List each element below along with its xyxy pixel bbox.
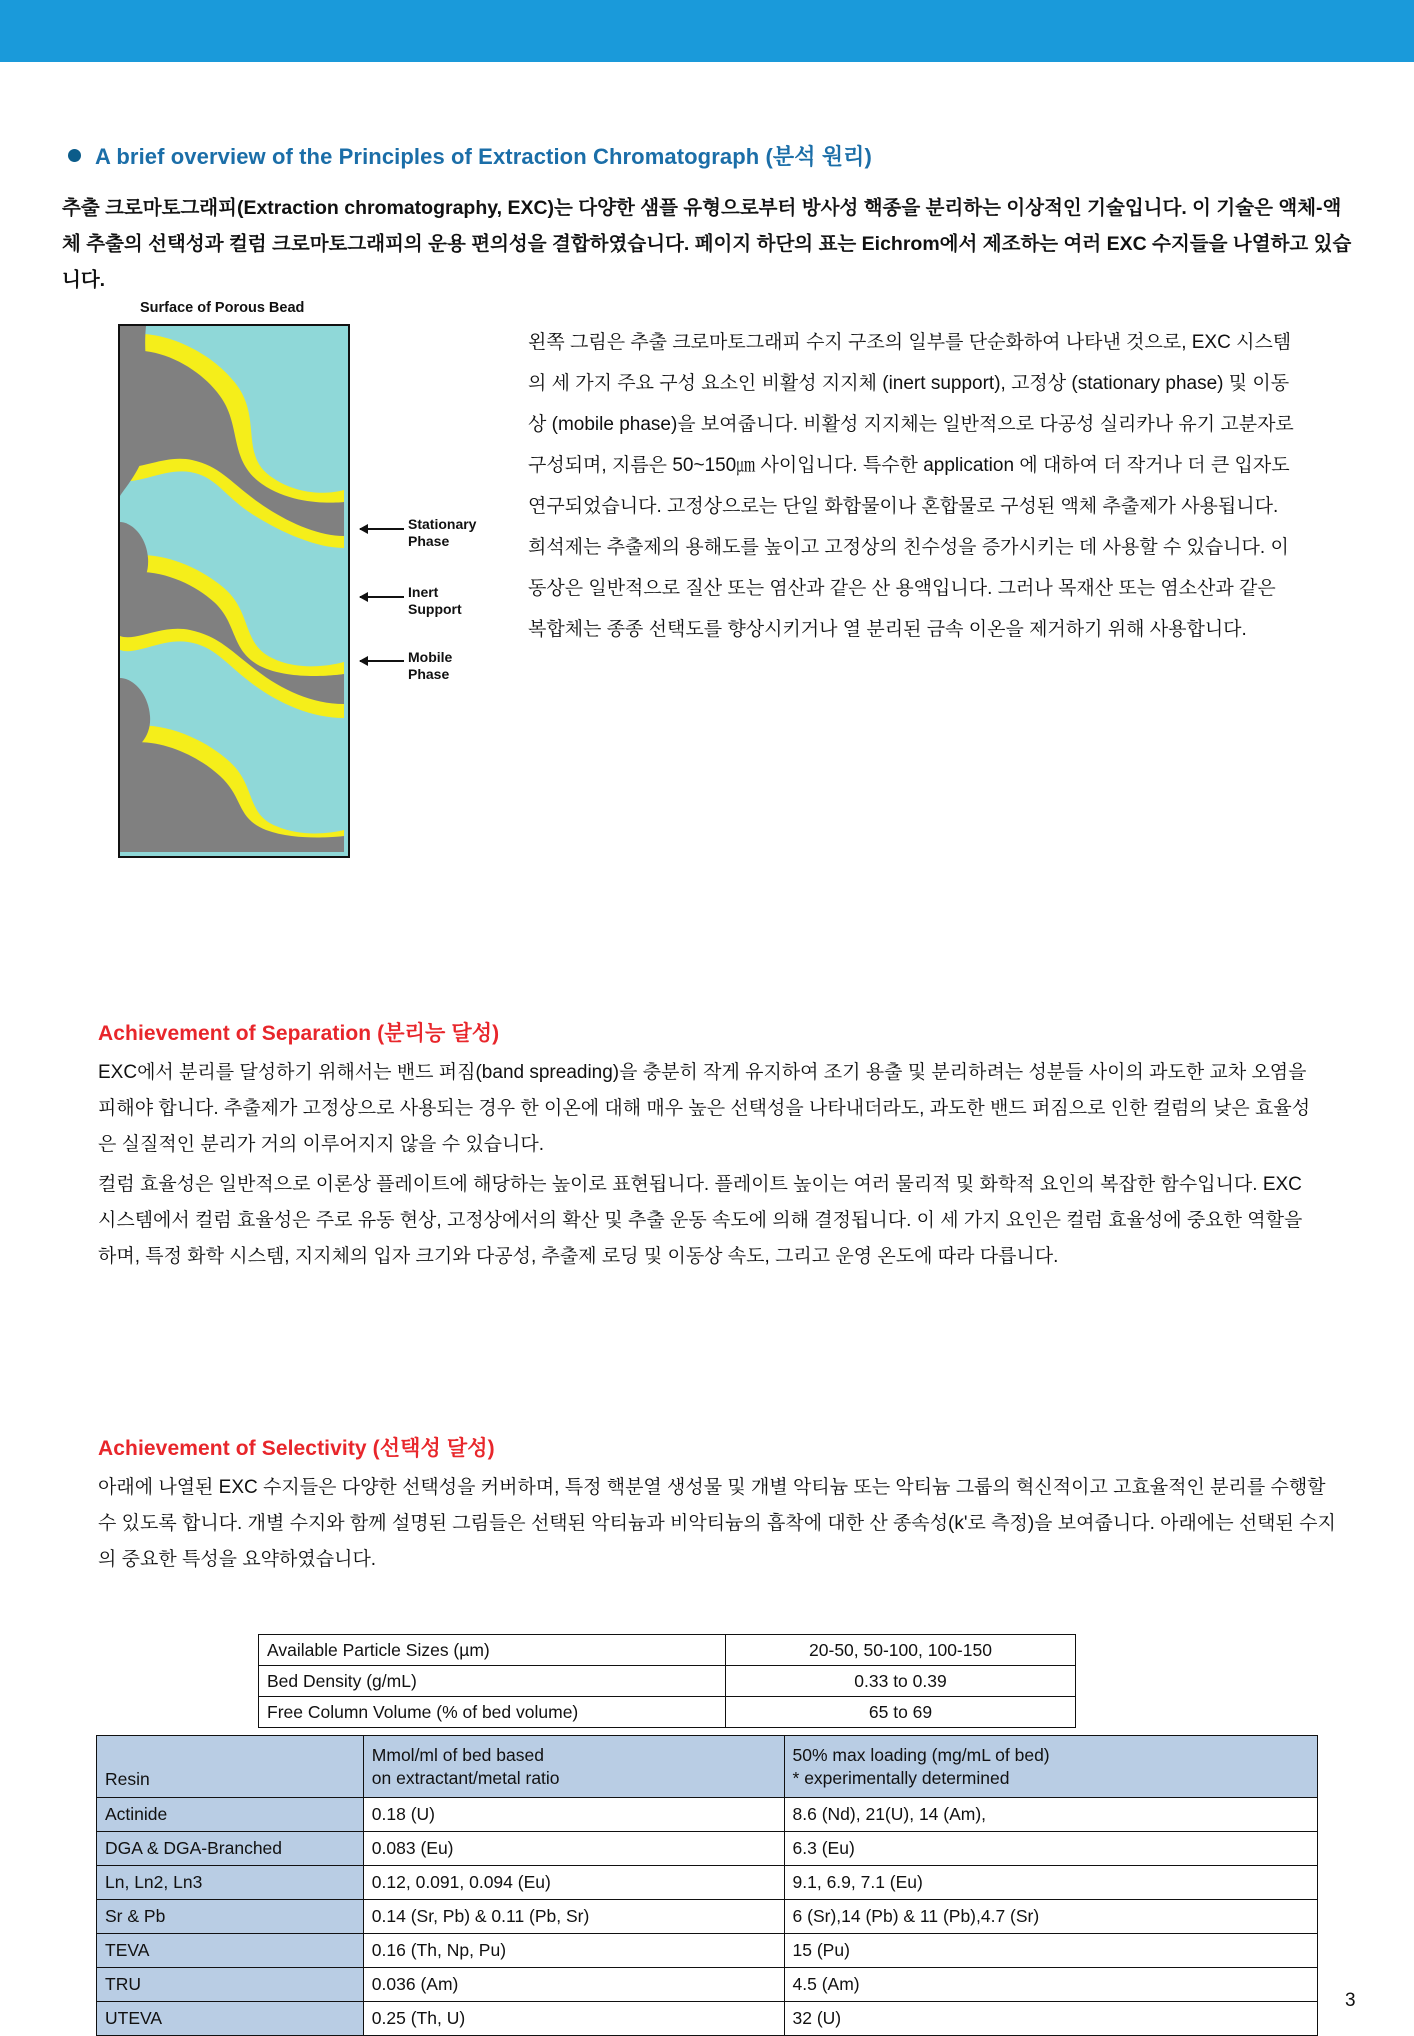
table-row [97,1832,1318,1866]
table-row [97,2002,1318,2036]
cell-loading: 8.6 (Nd), 21(U), 14 (Am), [784,1798,1317,1832]
table-bead-properties-body [259,1635,1076,1728]
table-row [259,1666,1076,1697]
property-label: Free Column Volume (% of bed volume) [259,1697,726,1728]
cell-loading: 4.5 (Am) [784,1968,1317,2002]
selectivity-paragraph-1: 아래에 나열된 EXC 수지들은 다양한 선택성을 커버하며, 특정 핵분열 생성물 및 개별 악티늄 또는 악티늄 그룹의 혁신적이고 고효율적인 분리를 수행할 수 있도록 합니다. 개별 수지와 함께 설명된 그림들은 선택된 악티늄과 비악티늄의 흡착에 대한 산 종속성(k'로 측정)을 보여줍니다. 아래에는 선택된 수지의 중요한 특성을 요약하였습니다. [98,1477,1336,1570]
separation-paragraph-2: 컬럼 효율성은 일반적으로 이론상 플레이트에 해당하는 높이로 표현됩니다. 플레이트 높이는 여러 물리적 및 화학적 요인의 복잡한 함수입니다. EXC 시스템에서 컬럼 효율성은 주로 유동 현상, 고정상에서의 확산 및 추출 운동 속도에 의해 결정됩니다. 이 세 가지 요인은 컬럼 효율성에 중요한 역할을 하며, 특정 화학 시스템, 지지체의 입자 크기와 다공성, 추출제 로딩 및 이동상 속도, 그리고 운영 온도에 따라 다릅니다. [98,1174,1303,1267]
bead-figure-block [118,300,477,854]
column-header-mmol: Mmol/ml of bed based on extractant/metal ratio [363,1736,784,1798]
cell-loading: 32 (U) [784,2002,1317,2036]
figure-caption: Surface of Porous Bead [140,300,305,316]
cell-loading: 15 (Pu) [784,1934,1317,1968]
column-header-resin: Resin [97,1736,364,1798]
section-title-selectivity: Achievement of Selectivity (선택성 달성) [98,1437,495,1460]
label-mobile-phase: Mobile Phase [408,649,453,682]
cell-mmol: 0.083 (Eu) [363,1832,784,1866]
page-title-text: A brief overview of the Principles of Extraction Chromatograph (분석 원리) [95,144,872,169]
section-achievement-of-separation [98,1017,1320,1275]
cell-resin: TEVA [97,1934,364,1968]
property-label: Available Particle Sizes (µm) [259,1635,726,1666]
table-row [97,1798,1318,1832]
property-value: 0.33 to 0.39 [726,1666,1076,1697]
label-inert-support: Inert Support [408,584,462,617]
page-number: 3 [1345,1990,1356,2011]
cell-mmol: 0.036 (Am) [363,1968,784,2002]
table-row [259,1635,1076,1666]
table-row [97,1934,1318,1968]
property-label: Bed Density (g/mL) [259,1666,726,1697]
cell-mmol: 0.25 (Th, U) [363,2002,784,2036]
bead-frame [118,324,350,858]
column-header-max-loading: 50% max loading (mg/mL of bed) * experimentally determined [784,1736,1317,1798]
arrow-inert-icon [360,596,404,598]
cell-resin: Ln, Ln2, Ln3 [97,1866,364,1900]
cell-resin: Sr & Pb [97,1900,364,1934]
section-title-separation: Achievement of Separation (분리능 달성) [98,1022,500,1045]
table-row [97,1866,1318,1900]
arrow-stationary-icon [360,528,404,530]
cell-mmol: 0.18 (U) [363,1798,784,1832]
separation-paragraph-1: EXC에서 분리를 달성하기 위해서는 밴드 퍼짐(band spreading)을 충분히 작게 유지하여 조기 용출 및 분리하려는 성분들 사이의 과도한 교차 오염을 피해야 합니다. 추출제가 고정상으로 사용되는 경우 한 이온에 대해 매우 높은 선택성을 나타내더라도, 과도한 밴드 퍼짐으로 인한 컬럼의 낮은 효율성은 실질적인 분리가 거의 이루어지지 않을 수 있습니다. [98,1062,1311,1155]
table-resins [96,1735,1318,2036]
label-stationary-phase: Stationary Phase [408,516,477,549]
cell-resin: TRU [97,1968,364,2002]
cell-mmol: 0.16 (Th, Np, Pu) [363,1934,784,1968]
table-row [97,1900,1318,1934]
property-value: 20-50, 50-100, 100-150 [726,1635,1076,1666]
cell-resin: Actinide [97,1798,364,1832]
bead-illustration [120,326,344,852]
table-header-row [97,1736,1318,1798]
table-row [259,1697,1076,1728]
top-banner-bar [0,0,1414,62]
bullet-icon [68,149,81,162]
cell-loading: 6.3 (Eu) [784,1832,1317,1866]
cell-loading: 9.1, 6.9, 7.1 (Eu) [784,1866,1317,1900]
cell-mmol: 0.14 (Sr, Pb) & 0.11 (Pb, Sr) [363,1900,784,1934]
cell-resin: UTEVA [97,2002,364,2036]
table-bead-properties [258,1634,1076,1728]
cell-mmol: 0.12, 0.091, 0.094 (Eu) [363,1866,784,1900]
cell-resin: DGA & DGA-Branched [97,1832,364,1866]
figure-description-text: 왼쪽 그림은 추출 크로마토그래피 수지 구조의 일부를 단순화하여 나타낸 것으로, EXC 시스템의 세 가지 주요 구성 요소인 비활성 지지체 (inert support), 고정상 (stationary phase) 및 이동상 (mobile phase)을 보여줍니다. 비활성 지지체는 일반적으로 다공성 실리카나 유기 고분자로 구성되며, 지름은 50~150㎛ 사이입니다. 특수한 application 에 대하여 더 작거나 더 큰 입자도 연구되었습니다. 고정상으로는 단일 화합물이나 혼합물로 구성된 액체 추출제가 사용됩니다. 희석제는 추출제의 용해도를 높이고 고정상의 친수성을 증가시키는 데 사용할 수 있습니다. 이동상은 일반적으로 질산 또는 염산과 같은 산 용액입니다. 그러나 목재산 또는 염소산과 같은 복합체는 종종 선택도를 향상시키거나 열 분리된 금속 이온을 제거하기 위해 사용합니다. [528,332,1294,640]
intro-paragraph: 추출 크로마토그래피(Extraction chromatography, EXC)는 다양한 샘플 유형으로부터 방사성 핵종을 분리하는 이상적인 기술입니다. 이 기술은 액체-액체 추출의 선택성과 컬럼 크로마토그래피의 운용 편의성을 결합하였습니다. 페이지 하단의 표는 Eichrom에서 제조하는 여러 EXC 수지들을 나열하고 있습니다. [62,197,1352,291]
page-title [68,140,872,171]
arrow-mobile-icon [360,660,404,662]
property-value: 65 to 69 [726,1697,1076,1728]
table-row [97,1968,1318,2002]
table-resins-head [97,1736,1318,1798]
cell-loading: 6 (Sr),14 (Pb) & 11 (Pb),4.7 (Sr) [784,1900,1317,1934]
bead-diagram [118,324,477,854]
section-achievement-of-selectivity [98,1432,1338,1578]
